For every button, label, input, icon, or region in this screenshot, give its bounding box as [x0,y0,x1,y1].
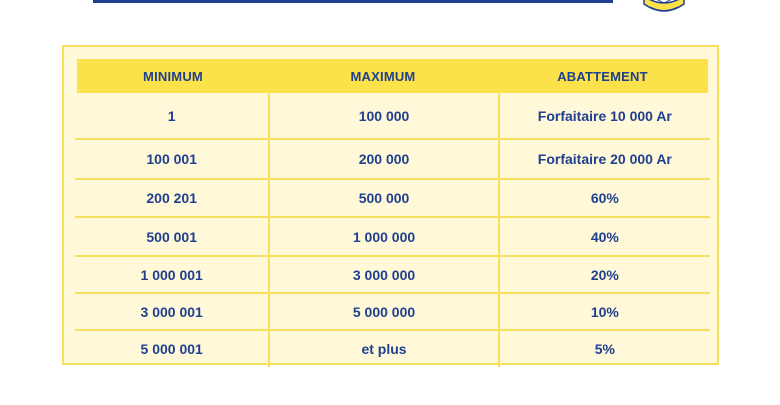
top-divider [93,0,613,3]
header-maximum: MAXIMUM [350,68,416,84]
table-row [75,93,710,138]
cell-abattement: Forfaitaire 20 000 Ar [498,140,710,178]
abattement-table [62,45,719,365]
cell-abattement: 40% [498,218,710,255]
cell-minimum: 200 201 [146,190,197,206]
cell-maximum: et plus [268,331,497,367]
cell-abattement: 5% [498,331,710,367]
cell-minimum: 100 001 [146,151,197,167]
cell-maximum: 100 000 [268,93,497,138]
header-minimum: MINIMUM [143,68,203,84]
table-row [75,329,710,367]
cell-maximum: 3 000 000 [268,257,497,292]
table-row [75,178,710,216]
table-row [75,216,710,255]
table-row [75,292,710,329]
cell-minimum: 500 001 [146,228,197,245]
cell-maximum: 500 000 [268,180,497,216]
cell-abattement: 20% [498,257,710,292]
table-body [75,93,710,367]
cell-abattement: 60% [498,180,710,216]
table-row [75,255,710,292]
cell-minimum: 3 000 001 [140,303,203,320]
table-row [75,138,710,178]
cell-minimum: 1 000 001 [140,266,203,283]
cell-abattement: 10% [498,294,710,329]
table-header [77,59,708,93]
cell-minimum: 1 [167,107,176,124]
cell-maximum: 1 000 000 [268,218,497,255]
book-emblem-icon [640,0,688,16]
cell-maximum: 200 000 [268,140,497,178]
cell-maximum: 5 000 000 [268,294,497,329]
cell-minimum: 5 000 001 [140,341,203,357]
cell-abattement: Forfaitaire 10 000 Ar [498,93,710,138]
header-abattement: ABATTEMENT [557,68,648,84]
